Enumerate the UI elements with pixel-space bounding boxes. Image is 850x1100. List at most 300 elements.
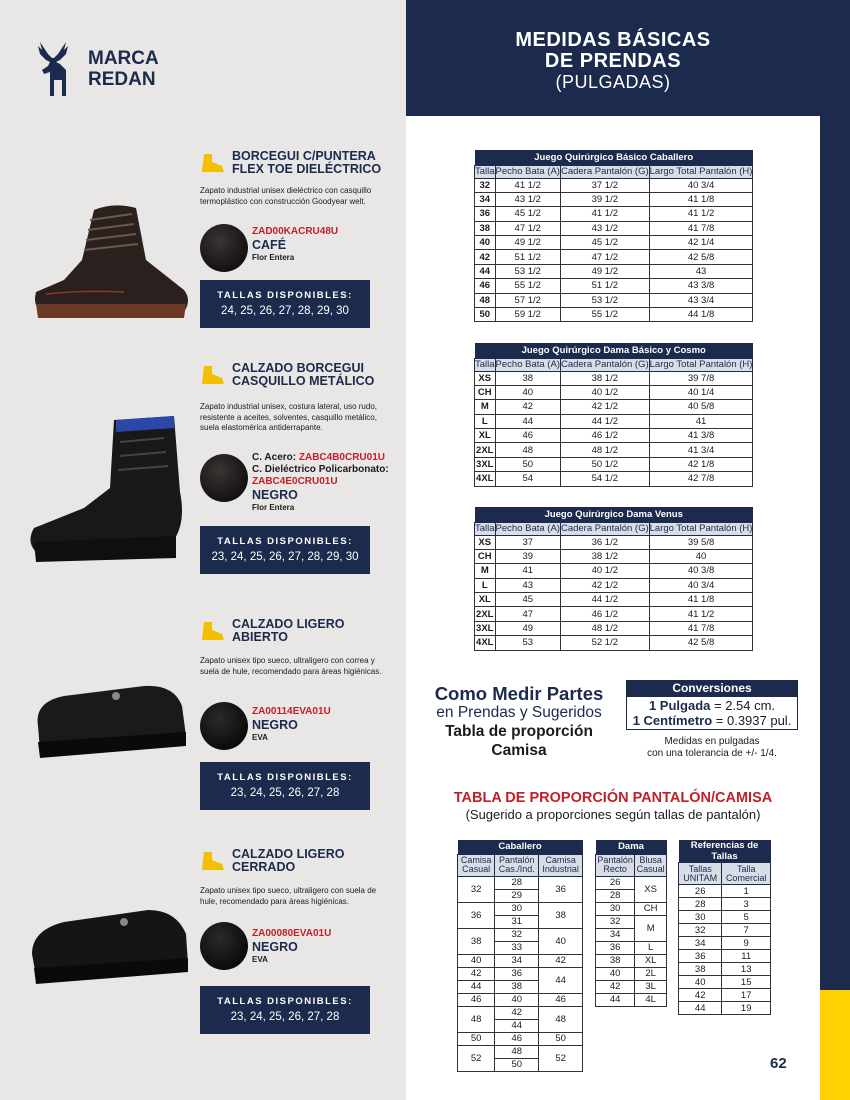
color-swatch	[200, 922, 248, 970]
table-cell: 51 1/2	[560, 279, 649, 293]
table-cell: XL	[475, 593, 496, 607]
table-cell: 36	[458, 902, 495, 928]
table-cell: 47 1/2	[495, 221, 560, 235]
measure-table	[474, 343, 753, 487]
table-cell: 39	[495, 549, 560, 563]
table-cell: 32	[475, 178, 496, 192]
table-row	[596, 941, 667, 954]
table-cell: 13	[722, 963, 771, 976]
measure-table	[474, 150, 753, 322]
work-boot-image	[24, 200, 199, 340]
brand-line-2: REDAN	[88, 69, 156, 90]
table-cell: 30	[679, 911, 722, 924]
table-cell: 52	[458, 1045, 495, 1071]
table-row	[679, 937, 771, 950]
table-cell: 55 1/2	[495, 279, 560, 293]
table-cell: 42 1/8	[649, 457, 753, 471]
sizes-list: 24, 25, 26, 27, 28, 29, 30	[221, 305, 349, 317]
table-row	[679, 989, 771, 1002]
conv-note-2: con una tolerancia de +/- 1/4.	[647, 748, 777, 759]
product-name-line-1: BORCEGUI C/PUNTERA	[232, 149, 376, 163]
column-header: Largo Total Pantalón (H)	[649, 166, 753, 177]
code-label: C. Acero:	[252, 452, 299, 463]
brand-logo	[28, 40, 159, 98]
table-cell: 42 5/8	[649, 636, 753, 650]
table-cell: 26	[596, 876, 635, 889]
table-cell: 2XL	[476, 444, 494, 456]
table-row	[475, 293, 753, 307]
table-cell: XL	[635, 954, 667, 967]
table-cell: 32	[495, 928, 539, 941]
table-cell: 11	[722, 950, 771, 963]
table-cell: 46 1/2	[560, 429, 649, 443]
product-name-line-2: CASQUILLO METÁLICO	[232, 374, 375, 388]
product-codes	[252, 226, 338, 264]
table-row	[458, 993, 583, 1006]
table-cell: 41 1/2	[560, 207, 649, 221]
table-cell: 40	[596, 967, 635, 980]
product-description: Zapato unisex tipo sueco, ultraligero con correa y suela de hule, recomendado para áreas higiénicas.	[200, 656, 382, 676]
table-cell: 45	[495, 593, 560, 607]
table-cell: 5	[722, 911, 771, 924]
color-swatch	[200, 702, 248, 750]
product-name-line-1: CALZADO BORCEGUI	[232, 361, 364, 375]
conv-inch-label: 1 Pulgada	[648, 698, 711, 713]
table-row	[458, 1032, 583, 1045]
dama-table	[595, 840, 667, 1007]
table-row	[679, 898, 771, 911]
table-cell: 44 1/2	[560, 593, 649, 607]
column-header: Blusa Casual	[636, 855, 665, 874]
table-cell: L	[475, 414, 496, 428]
table-cell: 42	[495, 400, 560, 414]
table-cell: 53 1/2	[560, 293, 649, 307]
column-header: Talla	[475, 166, 495, 177]
table-cell: 34	[596, 928, 635, 941]
table-cell: 49 1/2	[495, 236, 560, 250]
column-header: Tallas UNITAM	[679, 863, 722, 885]
table-cell: 42 1/4	[649, 236, 753, 250]
table-cell: 41	[649, 414, 753, 428]
table-cell: 50	[495, 1058, 539, 1071]
conv-cm-label: 1 Centímetro	[632, 713, 713, 728]
table-row	[475, 578, 753, 592]
table-cell: 17	[722, 989, 771, 1002]
table-cell: 43 3/4	[649, 293, 753, 307]
table-cell: 50	[475, 308, 496, 322]
table-cell: 36	[475, 207, 496, 221]
boot-icon	[200, 364, 226, 386]
deer-icon	[28, 40, 78, 98]
table-cell: XS	[475, 535, 496, 549]
color-swatch	[200, 454, 248, 502]
table-cell: 29	[495, 889, 539, 902]
table-cell: 38	[539, 902, 583, 928]
table-cell: 28	[679, 898, 722, 911]
product-color: NEGRO	[252, 718, 298, 732]
table-row	[458, 876, 583, 889]
table-cell: 55 1/2	[560, 308, 649, 322]
table-cell: 42	[475, 250, 496, 264]
table-row	[475, 371, 753, 385]
table-cell: 34	[679, 937, 722, 950]
sizes-box	[200, 986, 370, 1034]
table-cell: 42	[495, 1006, 539, 1019]
table-cell: 36	[596, 941, 635, 954]
table-cell: 43 1/2	[495, 192, 560, 206]
table-cell: 41 7/8	[649, 621, 753, 635]
table-row	[475, 192, 753, 206]
table-cell: 41 1/8	[649, 192, 753, 206]
column-header: Largo Total Pantalón (H)	[649, 359, 753, 370]
color-swatch	[200, 224, 248, 272]
table-cell: 3L	[635, 980, 667, 993]
column-header: Cadera Pantalón (G)	[560, 166, 649, 177]
table-cell: 53 1/2	[495, 264, 560, 278]
table-cell: 42	[458, 967, 495, 980]
table-cell: 45 1/2	[560, 236, 649, 250]
product-finish: EVA	[252, 733, 268, 742]
right-edge-bar	[820, 116, 850, 1100]
table-row	[596, 980, 667, 993]
table-cell: 39 7/8	[649, 371, 753, 385]
proportion-subtitle: (Sugerido a proporciones según tallas de pantalón)	[465, 807, 761, 822]
table-cell: 40	[458, 954, 495, 967]
product-description: Zapato unisex tipo sueco, ultraligero con suela de hule, recomendado para áreas higiénicas.	[200, 886, 377, 906]
product-name-line-1: CALZADO LIGERO	[232, 617, 345, 631]
table-cell: 41 1/2	[649, 607, 753, 621]
table-row	[475, 636, 753, 650]
product-color: NEGRO	[252, 940, 298, 954]
table-cell: 41 7/8	[649, 221, 753, 235]
table-cell: 39 1/2	[560, 192, 649, 206]
table-cell: 37 1/2	[560, 178, 649, 192]
table-cell: 43 1/2	[560, 221, 649, 235]
table-cell: 4XL	[476, 473, 494, 485]
table-row	[475, 457, 753, 471]
title-line-3: (PULGADAS)	[555, 72, 671, 92]
table-row	[458, 1045, 583, 1058]
table-cell: 38	[679, 963, 722, 976]
table-cell: 46 1/2	[560, 607, 649, 621]
product-code: ZAD00KACRU48U	[252, 226, 339, 237]
column-header: Talla	[475, 359, 495, 370]
sizes-label: TALLAS DISPONIBLES:	[217, 536, 353, 547]
table-row	[475, 178, 753, 192]
table-row	[475, 279, 753, 293]
table-row	[475, 564, 753, 578]
yellow-tab	[820, 990, 850, 1100]
table-row	[458, 1006, 583, 1019]
product-name-line-1: CALZADO LIGERO	[232, 847, 345, 861]
table-cell: XS	[475, 371, 496, 385]
table-row	[679, 963, 771, 976]
product-code: ZA00114EVA01U	[252, 706, 331, 717]
table-cell: 49 1/2	[560, 264, 649, 278]
table-cell: 46	[495, 429, 560, 443]
conv-inch-value: = 2.54 cm.	[710, 698, 776, 713]
sizes-list: 23, 24, 25, 26, 27, 28, 29, 30	[211, 551, 359, 563]
table-cell: 38	[495, 980, 539, 993]
table-cell: 53	[495, 636, 560, 650]
measure-table	[474, 507, 753, 651]
column-header: Largo Total Pantalón (H)	[649, 523, 753, 534]
table-cell: 59 1/2	[495, 308, 560, 322]
table-cell: 38	[596, 954, 635, 967]
table-cell: 26	[679, 885, 722, 898]
table-cell: 46	[458, 993, 495, 1006]
sizes-box	[200, 280, 370, 328]
table-cell: 31	[495, 915, 539, 928]
product-name-line-2: ABIERTO	[232, 630, 289, 644]
table-cell: 40	[539, 928, 583, 954]
brand-line-1: MARCA	[88, 48, 159, 69]
product-description: Zapato industrial unisex, costura lateral, uso rudo, resistente a aceites, solventes, casquillo metálico, suela elastomérica antiderrapante.	[200, 402, 377, 432]
product-finish: Flor Entera	[252, 253, 295, 262]
table-row	[475, 236, 753, 250]
table-cell: 36	[495, 967, 539, 980]
table-row	[475, 472, 753, 486]
table-cell: L	[635, 941, 667, 954]
como-line-1: Como Medir Partes	[434, 683, 604, 704]
table-cell: M	[635, 915, 667, 941]
boot-icon	[200, 850, 226, 872]
table-cell: 44	[458, 980, 495, 993]
table-row	[475, 400, 753, 414]
table-row	[475, 264, 753, 278]
column-header: Camisa Casual	[458, 854, 495, 876]
como-line-3: Tabla de proporción	[445, 723, 593, 740]
product-code: ZABC4B0CRU01U	[298, 452, 386, 463]
table-cell: 33	[495, 941, 539, 954]
code2-label: C. Dieléctrico Policarbonato:	[252, 464, 389, 475]
table-cell: 50 1/2	[560, 457, 649, 471]
table-cell: 40 1/2	[560, 385, 649, 399]
table-row	[596, 876, 667, 889]
table-cell: 41 1/8	[649, 593, 753, 607]
table-cell: 44	[539, 967, 583, 993]
table-cell: 42	[539, 954, 583, 967]
product-name-line-2: CERRADO	[232, 860, 296, 874]
column-header: Cadera Pantalón (G)	[560, 523, 649, 534]
conversions-title: Conversiones	[626, 680, 798, 697]
product-card	[0, 150, 406, 330]
table-cell: 4XL	[476, 637, 494, 649]
table-cell: 4L	[635, 993, 667, 1006]
table-cell: 42 1/2	[560, 578, 649, 592]
table-cell: XL	[475, 429, 496, 443]
table-cell: 44	[475, 264, 496, 278]
table-cell: CH	[475, 385, 496, 399]
table-cell: 47	[495, 607, 560, 621]
column-header: Talla	[475, 523, 495, 534]
table-cell: 42 5/8	[649, 250, 753, 264]
product-finish: EVA	[252, 955, 268, 964]
product-code-2: ZABC4E0CRU01U	[252, 476, 338, 487]
product-description: Zapato industrial unisex dieléctrico con casquillo termoplástico con construcción Goodyear welt.	[200, 186, 372, 206]
table-row	[475, 429, 753, 443]
table-cell: 51 1/2	[495, 250, 560, 264]
table-title: Caballero	[458, 840, 583, 854]
table-row	[475, 385, 753, 399]
table-cell: 30	[596, 902, 635, 915]
table-cell: 50	[539, 1032, 583, 1045]
sizes-label: TALLAS DISPONIBLES:	[217, 772, 353, 783]
sizes-box	[200, 762, 370, 810]
table-cell: 48 1/2	[560, 621, 649, 635]
title-line-1: MEDIDAS BÁSICAS	[515, 29, 711, 51]
table-cell: 40	[475, 236, 496, 250]
column-header: Pantalón Cas./Ind.	[495, 854, 539, 876]
table-cell: 41 1/2	[495, 178, 560, 192]
table-row	[458, 954, 583, 967]
table-cell: 40	[495, 385, 560, 399]
boot-icon	[200, 620, 226, 642]
boot-icon	[200, 152, 226, 174]
table-cell: 28	[495, 876, 539, 889]
table-cell: 48 1/2	[560, 443, 649, 457]
como-medir-heading	[416, 683, 622, 760]
table-row	[679, 885, 771, 898]
table-cell: 48	[495, 443, 560, 457]
table-cell: 19	[722, 1002, 771, 1015]
como-line-2: en Prendas y Sugeridos	[436, 704, 602, 721]
table-row	[458, 928, 583, 941]
table-cell: 32	[458, 876, 495, 902]
table-row	[475, 593, 753, 607]
table-cell: 50	[495, 457, 560, 471]
table-row	[596, 902, 667, 915]
table-title: Juego Quirúrgico Dama Venus	[475, 507, 753, 522]
sizes-label: TALLAS DISPONIBLES:	[217, 290, 353, 301]
table-cell: 32	[679, 924, 722, 937]
table-cell: 2XL	[476, 608, 494, 620]
table-cell: 42	[679, 989, 722, 1002]
table-cell: 41 1/2	[649, 207, 753, 221]
table-cell: 40	[679, 976, 722, 989]
table-row	[596, 967, 667, 980]
table-cell: 37	[495, 535, 560, 549]
proportion-title: TABLA DE PROPORCIÓN PANTALÓN/CAMISA	[453, 790, 773, 806]
table-row	[458, 967, 583, 980]
table-cell: 15	[722, 976, 771, 989]
table-cell: 44	[495, 1019, 539, 1032]
product-name-line-2: FLEX TOE DIELÉCTRICO	[232, 162, 382, 176]
column-header: Pantalón Recto	[597, 855, 633, 874]
table-row	[475, 221, 753, 235]
product-card	[0, 848, 406, 1038]
table-title: Juego Quirúrgico Dama Básico y Cosmo	[475, 343, 753, 358]
table-cell: 44	[495, 414, 560, 428]
product-code: ZA00080EVA01U	[252, 928, 332, 939]
table-cell: 41 3/8	[649, 429, 753, 443]
table-row	[475, 207, 753, 221]
table-cell: 46	[475, 279, 496, 293]
table-cell: CH	[475, 549, 496, 563]
column-header: Talla Comercial	[722, 863, 771, 885]
conv-note-1: Medidas en pulgadas	[664, 736, 760, 747]
table-cell: 44 1/2	[560, 414, 649, 428]
conv-cm-value: = 0.3937 pul.	[712, 713, 792, 728]
table-row	[679, 976, 771, 989]
table-cell: 34	[475, 192, 496, 206]
table-cell: 40 5/8	[649, 400, 753, 414]
page-number: 62	[770, 1055, 787, 1072]
table-cell: 40 3/8	[649, 564, 753, 578]
table-cell: 36 1/2	[560, 535, 649, 549]
page-title	[406, 30, 820, 92]
table-cell: 38	[458, 928, 495, 954]
work-boot-image	[24, 412, 194, 572]
product-color: NEGRO	[252, 488, 298, 502]
como-line-4: Camisa	[491, 742, 547, 759]
table-row	[679, 1002, 771, 1015]
table-cell: 50	[458, 1032, 495, 1045]
table-row	[679, 950, 771, 963]
table-cell: 3XL	[476, 623, 494, 635]
product-header	[200, 848, 345, 874]
table-cell: 40 1/4	[649, 385, 753, 399]
table-cell: 41 3/4	[649, 443, 753, 457]
table-cell: XS	[635, 876, 667, 902]
table-cell: 44 1/8	[649, 308, 753, 322]
table-cell: 41	[495, 564, 560, 578]
table-row	[596, 915, 667, 928]
table-cell: 52 1/2	[560, 636, 649, 650]
table-title: Juego Quirúrgico Básico Caballero	[475, 150, 753, 165]
table-row	[679, 924, 771, 937]
product-card	[0, 362, 406, 582]
table-cell: 40 3/4	[649, 578, 753, 592]
table-cell: 40 3/4	[649, 178, 753, 192]
table-title: Dama	[596, 840, 667, 854]
table-cell: 45 1/2	[495, 207, 560, 221]
table-cell: 43	[649, 264, 753, 278]
table-row	[475, 621, 753, 635]
product-header	[200, 618, 345, 644]
column-header: Pecho Bata (A)	[495, 523, 560, 534]
table-cell: M	[475, 564, 496, 578]
table-cell: 42	[596, 980, 635, 993]
table-cell: 49	[495, 621, 560, 635]
table-cell: 3XL	[476, 459, 494, 471]
table-cell: 43 3/8	[649, 279, 753, 293]
sizes-list: 23, 24, 25, 26, 27, 28	[230, 787, 340, 799]
column-header: Camisa Industrial	[539, 854, 583, 876]
table-cell: 1	[722, 885, 771, 898]
table-row	[596, 993, 667, 1006]
table-cell: 30	[495, 902, 539, 915]
table-cell: 32	[596, 915, 635, 928]
table-row	[475, 535, 753, 549]
sizes-box	[200, 526, 370, 574]
table-row	[475, 308, 753, 322]
table-row	[458, 902, 583, 915]
table-cell: 42 1/2	[560, 400, 649, 414]
caballero-table	[457, 840, 583, 1072]
table-cell: 46	[495, 1032, 539, 1045]
table-cell: 2L	[635, 967, 667, 980]
table-cell: 57 1/2	[495, 293, 560, 307]
table-cell: 47 1/2	[560, 250, 649, 264]
table-row	[475, 549, 753, 563]
table-cell: 36	[539, 876, 583, 902]
column-header: Pecho Bata (A)	[495, 359, 560, 370]
table-cell: 43	[495, 578, 560, 592]
table-title: Referencias de Tallas	[679, 840, 771, 863]
table-cell: 48	[475, 293, 496, 307]
product-card	[0, 618, 406, 818]
